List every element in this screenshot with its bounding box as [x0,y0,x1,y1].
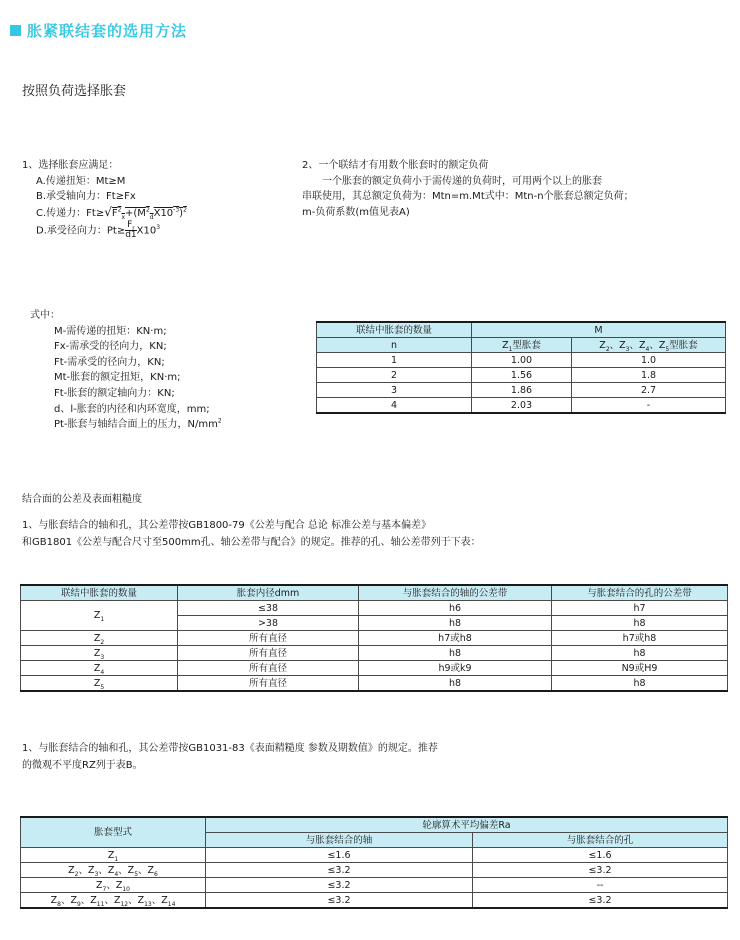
table-row [317,398,726,414]
z1-main: Z [502,339,509,351]
z1-main: Z [93,610,101,621]
table-c-cell: ≤1.6 [206,848,473,863]
condition-c [22,205,187,222]
z-main: Z [93,647,101,659]
table-tolerance [20,584,728,692]
formula-d-tail: X10 [136,225,157,237]
z-part: 、Z [138,864,155,876]
formula-c-exp2: 2 [183,206,187,214]
table-b-cell: ≤38 [178,601,359,616]
legend-item-1: M-需传递的扭矩：KN·m; [54,325,167,337]
table-row [317,353,726,368]
table-row [317,368,726,383]
table-b-cell: h8 [552,676,728,692]
table-c-header: 与胀套结合的轴 [206,833,473,848]
table-row [21,893,728,909]
condition-d [22,221,187,240]
table-row [21,848,728,863]
formula-c-tail: X10 [153,207,174,219]
conditions-block [22,158,187,240]
table-a-header-zother [572,338,726,353]
z-part: 、Z [60,894,77,906]
table-b-type [21,631,178,646]
table-c-cell: ≤1.6 [473,848,728,863]
table-b-cell: h7 [552,601,728,616]
table-a-cell: 3 [317,383,472,398]
table-b-cell: h8 [552,616,728,631]
z-main: Z [93,677,101,689]
legend-item-4: Mt-胀套的额定扭矩，KN·m; [54,372,181,384]
formula-c-f: F [111,207,118,219]
z1-sub: 1 [508,345,513,353]
z1-sub: 1 [100,615,105,623]
table-c-cell: ≤3.2 [473,863,728,878]
table-c-cell: ≤3.2 [206,893,473,909]
table-a-cell: 1 [317,353,472,368]
radical-icon: √ [104,204,112,219]
zo-p1: 2 [605,345,610,353]
z-sub: 7 [102,885,107,893]
table-c-header: 轮廓算术平均偏差Ra [206,817,728,833]
formula-c-close: ) [179,207,184,219]
condition-c-label: C.传递力：Ft≥ [36,207,105,219]
formula-d-fraction [125,221,136,240]
zo-p7: 5 [665,345,670,353]
table-b-cell: 所有直径 [178,646,359,661]
z-sub: 6 [154,870,158,878]
z-part: 、Z [104,894,121,906]
table-a-cell: 2 [317,368,472,383]
zo-p3: 3 [625,345,630,353]
table-c-type [21,878,206,893]
table-a-cell: 2.03 [472,398,572,414]
table-b-cell: N9或H9 [552,661,728,676]
z-part: 、Z [106,879,123,891]
table-a-cell: 2.7 [572,383,726,398]
formula-d-num-f: F [127,220,133,230]
legend-item-7-text: Pt-胀套与轴结合面上的压力，N/mm [54,419,218,431]
legend-heading: 式中： [30,310,60,321]
z-sub: 1 [114,855,119,863]
z-part: Z [96,879,103,891]
z-sub: 5 [134,870,139,878]
legend-item-5: Ft-胀套的额定轴向力：KN; [54,387,175,399]
table-b-cell: h7或h8 [552,631,728,646]
z-main: Z [93,662,101,674]
table-row [21,601,728,616]
table-row [21,646,728,661]
condition-a: A.传递扭矩：Mt≥M [36,175,126,187]
conditions-heading: 1、选择胀套应满足： [22,160,119,171]
table-row [21,676,728,692]
table-b-type [21,646,178,661]
formula-d-sub: r [132,224,135,232]
table-row [21,631,728,646]
z-sub: 11 [96,900,105,908]
table-b-cell: h8 [359,646,552,661]
z-main: Z [93,632,101,644]
table-c-cell: ≤3.2 [206,878,473,893]
legend-item-7 [30,417,222,433]
z-sub: 4 [100,668,105,676]
z-sub: 9 [76,900,81,908]
table-a-cell: 1.86 [472,383,572,398]
table-a-cell: - [572,398,726,414]
table-c-type [21,893,206,909]
table-b-type-z1 [21,601,178,631]
z-part: 、Z [128,894,145,906]
table-b-header: 与胀套结合的孔的公差带 [552,585,728,601]
table-a-cell: 1.56 [472,368,572,383]
zo-p0: Z [599,339,606,351]
page-title [10,20,187,41]
fit-paragraph [22,517,481,551]
table-a-cell: 1.00 [472,353,572,368]
table-b-cell: h8 [359,676,552,692]
table-b-header: 与胀套结合的轴的公差带 [359,585,552,601]
z-sub: 5 [100,683,105,691]
table-b-type [21,661,178,676]
z-sub: 2 [100,638,105,646]
table-c-type [21,863,206,878]
z-sub: 2 [74,870,79,878]
table-a-cell: 4 [317,398,472,414]
table-b-type [21,676,178,692]
title-square-icon [10,25,21,36]
fit-line-1: 1、与胀套结合的轴和孔，其公差带按GB1800-79《公差与配合 总论 标准公差与基本偏差》 [22,520,432,531]
table-row [21,863,728,878]
table-row [21,878,728,893]
table-c-cell: ≤3.2 [206,863,473,878]
rough-line-2: 的微观不平度RZ列于表B。 [22,760,143,771]
z-part: 、Z [151,894,168,906]
z-sub: 10 [122,885,130,893]
table-c-cell: ≤3.2 [473,893,728,909]
condition-b: B.承受轴向力：Ft≥Fx [36,191,136,202]
rough-paragraph [22,740,438,774]
page-title-text: 胀紧联结套的选用方法 [27,22,188,40]
table-b-cell: h7或h8 [359,631,552,646]
table-b-cell: >38 [178,616,359,631]
table-a-cell: 1.0 [572,353,726,368]
table-roughness [20,816,728,909]
formula-c-exp1b: 2 [145,206,150,214]
zo-p6: 、Z [649,339,666,351]
rough-line-1: 1、与胀套结合的轴和孔，其公差带按GB1031-83《表面精糙度 参数及期数值》的规定。推荐 [22,743,438,754]
z-part: 、Z [98,864,115,876]
formula-c-exp1: 2 [117,206,122,214]
z-sub: 8 [57,900,61,908]
table-b-cell: 所有直径 [178,631,359,646]
z-sub: 4 [114,870,119,878]
table-b-header: 联结中胀套的数量 [21,585,178,601]
z-part: 、Z [118,864,135,876]
legend-item-6: d、l-胀套的内径和内环宽度，mm; [54,403,210,415]
legend-item-7-sup: 2 [217,417,222,425]
fit-heading: 结合面的公差及表面粗糙度 [22,494,142,505]
legend-item-2: Fx-需承受的径向力，KN; [54,341,167,353]
multi-line-1: 2、一个联结才有用数个胀套时的额定负荷 [302,160,489,171]
z-part: 、Z [80,894,97,906]
legend-block [30,308,222,433]
table-c-header: 与胀套结合的孔 [473,833,728,848]
multi-line-4: m-负荷系数(m值见表A) [302,206,410,218]
table-load-factor [316,321,726,414]
formula-d-den: d1 [125,230,137,240]
z1-tail: 型胀套 [512,339,541,351]
table-a-header-count: 联结中胀套的数量 [317,322,472,338]
z-part: 、Z [78,864,95,876]
table-b-header: 胀套内径dmm [178,585,359,601]
table-a-header-m: M [472,322,726,338]
zo-p8: 型胀套 [669,339,698,351]
formula-c-exp: -3 [173,206,180,214]
table-b-cell: h8 [359,616,552,631]
z-sub: 14 [167,900,176,908]
table-c-header: 胀套型式 [21,817,206,848]
zo-p2: 、Z [609,339,626,351]
table-c-cell: -- [473,878,728,893]
formula-d-exp: 3 [156,224,161,232]
table-c-type [21,848,206,863]
table-b-cell: h6 [359,601,552,616]
zo-p5: 4 [645,345,650,353]
zo-p4: 、Z [629,339,646,351]
multi-sleeve-block [302,158,634,220]
multi-line-3: 串联使用，其总额定负荷为：Mtn=m.Mt式中：Mtn-n个胀套总额定负荷； [302,191,634,202]
formula-c-sub-d: d [149,213,154,221]
z-sub: 3 [94,870,99,878]
section-subtitle: 按照负荷选择胀套 [22,84,127,99]
z-part: Z [68,864,75,876]
legend-item-3: Ft-需承受的径向力，KN; [54,356,165,368]
table-b-cell: h9或k9 [359,661,552,676]
multi-line-2: 一个胀套的额定负荷小于需传递的负荷时，可用两个以上的胀套 [322,175,602,187]
formula-c-sub-x: x [121,213,126,221]
z-sub: 13 [144,900,152,908]
table-row [317,383,726,398]
table-a-header-z1 [472,338,572,353]
table-b-cell: 所有直径 [178,676,359,692]
z-part: Z [50,894,58,906]
condition-c-formula [112,208,187,219]
condition-d-label: D.承受径向力：Pt≥ [36,225,126,237]
table-a-cell: 1.8 [572,368,726,383]
table-row [21,661,728,676]
table-b-cell: 所有直径 [178,661,359,676]
z-part: Z [107,849,115,861]
z-sub: 12 [120,900,129,908]
z-sub: 3 [100,653,105,661]
table-a-header-n: n [317,338,472,353]
formula-c-mid: +(M [125,207,146,219]
table-b-cell: h8 [552,646,728,661]
fit-line-2: 和GB1801《公差与配合尺寸至500mm孔、轴公差带与配合》的规定。推荐的孔、轴公差带列于下表： [22,537,481,548]
